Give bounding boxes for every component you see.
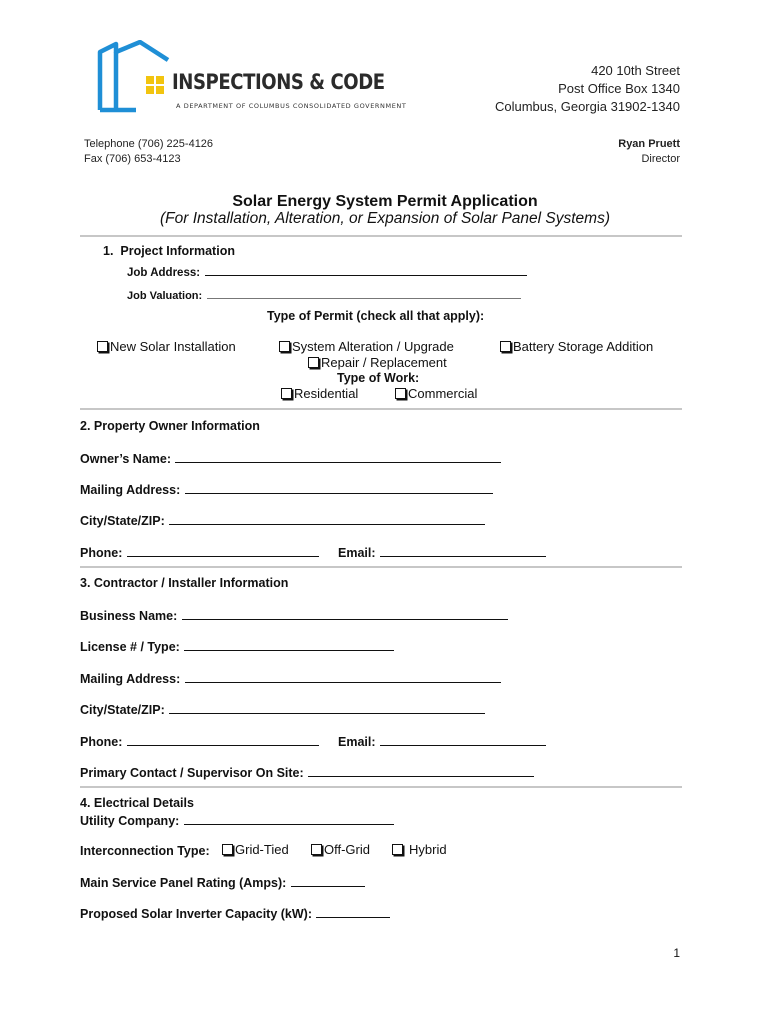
business-name-row bbox=[80, 607, 508, 625]
contractor-phone-label: Phone: bbox=[80, 735, 123, 749]
panel-rating-field[interactable] bbox=[291, 875, 365, 887]
owner-city-row bbox=[80, 512, 485, 530]
job-address-row bbox=[127, 263, 527, 281]
primary-contact-field[interactable] bbox=[308, 765, 534, 777]
job-valuation-row bbox=[127, 286, 521, 304]
option-label: Battery Storage Addition bbox=[513, 339, 654, 354]
inverter-capacity-row bbox=[80, 905, 390, 923]
checkbox[interactable] bbox=[308, 357, 319, 368]
page-number: 1 bbox=[673, 946, 680, 960]
contractor-city-field[interactable] bbox=[169, 702, 485, 714]
divider bbox=[80, 408, 682, 410]
owner-email-field[interactable] bbox=[380, 545, 546, 557]
contact-numbers bbox=[84, 137, 213, 167]
logo bbox=[96, 40, 407, 115]
checkbox[interactable] bbox=[279, 341, 290, 352]
option-commercial[interactable] bbox=[395, 386, 477, 401]
owner-phone-label: Phone: bbox=[80, 546, 123, 560]
form-subtitle: (For Installation, Alteration, or Expansion of Solar Panel Systems) bbox=[160, 210, 610, 227]
section-1-heading: 1. Project Information bbox=[103, 244, 235, 258]
contractor-mailing-row bbox=[80, 670, 501, 688]
job-address-label: Job Address: bbox=[127, 267, 201, 279]
contractor-email-label: Email: bbox=[338, 735, 376, 749]
permit-type-heading: Type of Permit (check all that apply): bbox=[267, 309, 485, 323]
job-address-field[interactable] bbox=[205, 264, 527, 276]
option-off-grid[interactable] bbox=[311, 842, 370, 857]
inverter-capacity-field[interactable] bbox=[316, 906, 390, 918]
logo-text: INSPECTIONS & CODE bbox=[172, 70, 385, 94]
owner-name-field[interactable] bbox=[175, 451, 501, 463]
option-label: Repair / Replacement bbox=[321, 355, 447, 370]
owner-mailing-row bbox=[80, 481, 493, 499]
contractor-phone-field[interactable] bbox=[127, 734, 319, 746]
license-label: License # / Type: bbox=[80, 640, 180, 654]
business-name-field[interactable] bbox=[182, 608, 508, 620]
option-label: Hybrid bbox=[409, 842, 447, 857]
divider bbox=[80, 786, 682, 788]
contractor-mailing-field[interactable] bbox=[185, 671, 501, 683]
job-valuation-label: Job Valuation: bbox=[127, 290, 203, 302]
primary-contact-label: Primary Contact / Supervisor On Site: bbox=[80, 766, 304, 780]
panel-rating-row bbox=[80, 874, 365, 892]
contractor-email-field[interactable] bbox=[380, 734, 546, 746]
owner-phone-field[interactable] bbox=[127, 545, 319, 557]
fax: Fax (706) 653-4123 bbox=[84, 153, 181, 165]
license-row bbox=[80, 638, 394, 656]
director-block bbox=[618, 137, 680, 167]
owner-mailing-label: Mailing Address: bbox=[80, 483, 181, 497]
address-line-1: 420 10th Street bbox=[591, 63, 680, 78]
option-hybrid[interactable] bbox=[392, 842, 447, 857]
primary-contact-row bbox=[80, 764, 534, 782]
utility-company-field[interactable] bbox=[184, 813, 394, 825]
contractor-phone-row bbox=[80, 733, 319, 751]
option-label: Commercial bbox=[408, 386, 478, 401]
checkbox[interactable] bbox=[311, 844, 322, 855]
utility-company-label: Utility Company: bbox=[80, 814, 180, 828]
checkbox[interactable] bbox=[395, 388, 406, 399]
office-address bbox=[495, 62, 680, 116]
owner-email-label: Email: bbox=[338, 546, 376, 560]
option-grid-tied[interactable] bbox=[222, 842, 289, 857]
work-type-heading: Type of Work: bbox=[337, 371, 420, 385]
address-line-2: Post Office Box 1340 bbox=[558, 81, 680, 96]
telephone: Telephone (706) 225-4126 bbox=[84, 138, 214, 150]
panel-rating-label: Main Service Panel Rating (Amps): bbox=[80, 876, 287, 890]
utility-company-row bbox=[80, 812, 394, 830]
owner-email-row bbox=[338, 544, 546, 562]
divider bbox=[80, 566, 682, 568]
checkbox[interactable] bbox=[500, 341, 511, 352]
option-repair-replacement[interactable] bbox=[308, 355, 447, 370]
checkbox[interactable] bbox=[281, 388, 292, 399]
checkbox[interactable] bbox=[222, 844, 233, 855]
house-icon bbox=[96, 40, 176, 115]
form-title: Solar Energy System Permit Application bbox=[232, 193, 538, 210]
checkbox[interactable] bbox=[392, 844, 403, 855]
option-label: New Solar Installation bbox=[110, 339, 236, 354]
interconnection-label: Interconnection Type: bbox=[80, 844, 210, 858]
interconnection-row bbox=[80, 842, 210, 860]
option-label: System Alteration / Upgrade bbox=[292, 339, 454, 354]
option-label: Grid-Tied bbox=[235, 842, 289, 857]
inverter-capacity-label: Proposed Solar Inverter Capacity (kW): bbox=[80, 907, 313, 921]
option-residential[interactable] bbox=[281, 386, 358, 401]
section-2-heading: 2. Property Owner Information bbox=[80, 419, 260, 433]
option-battery-storage[interactable] bbox=[500, 339, 653, 354]
section-3-heading: 3. Contractor / Installer Information bbox=[80, 576, 289, 590]
divider bbox=[80, 235, 682, 237]
owner-mailing-field[interactable] bbox=[185, 482, 493, 494]
owner-name-row bbox=[80, 450, 501, 468]
director-title: Director bbox=[641, 153, 680, 165]
address-line-3: Columbus, Georgia 31902-1340 bbox=[494, 99, 680, 114]
contractor-email-row bbox=[338, 733, 546, 751]
contractor-city-row bbox=[80, 701, 485, 719]
option-label: Off-Grid bbox=[324, 842, 370, 857]
option-label: Residential bbox=[294, 386, 359, 401]
section-4-heading: 4. Electrical Details bbox=[80, 796, 194, 810]
business-name-label: Business Name: bbox=[80, 609, 178, 623]
logo-subtitle: A DEPARTMENT OF COLUMBUS CONSOLIDATED GOVERNMENT bbox=[176, 102, 407, 110]
contractor-mailing-label: Mailing Address: bbox=[80, 672, 181, 686]
owner-name-label: Owner’s Name: bbox=[80, 452, 172, 466]
job-valuation-field[interactable] bbox=[207, 287, 521, 299]
owner-city-label: City/State/ZIP: bbox=[80, 514, 165, 528]
option-system-alteration[interactable] bbox=[279, 339, 454, 354]
checkbox[interactable] bbox=[97, 341, 108, 352]
license-field[interactable] bbox=[184, 639, 394, 651]
director-name: Ryan Pruett bbox=[618, 138, 680, 150]
owner-city-field[interactable] bbox=[169, 513, 485, 525]
owner-phone-row bbox=[80, 544, 319, 562]
option-new-installation[interactable] bbox=[97, 339, 236, 354]
contractor-city-label: City/State/ZIP: bbox=[80, 703, 165, 717]
